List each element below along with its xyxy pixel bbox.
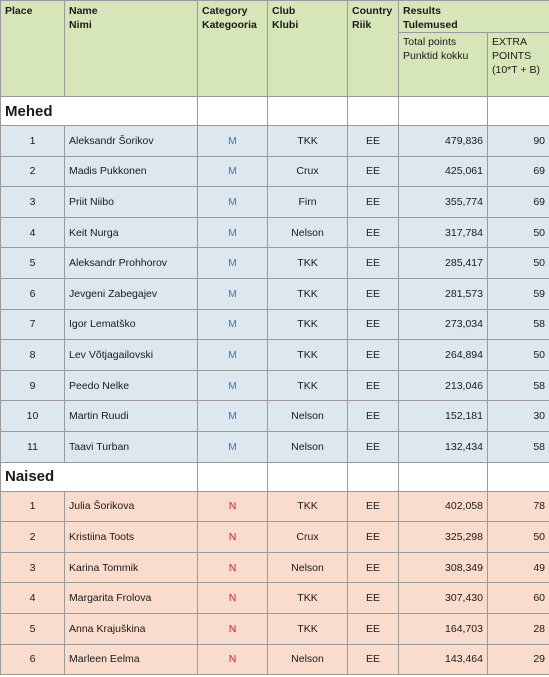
name-cell: Martin Ruudi bbox=[65, 401, 198, 432]
name-cell: Priit Niibo bbox=[65, 187, 198, 218]
total-points-cell: 425,061 bbox=[399, 156, 488, 187]
empty-cell bbox=[488, 462, 549, 491]
name-cell: Julia Šorikova bbox=[65, 491, 198, 522]
extra-points-cell: 90 bbox=[488, 126, 549, 157]
place-cell: 1 bbox=[1, 491, 65, 522]
category-cell: M bbox=[198, 248, 268, 279]
extra-points-cell: 49 bbox=[488, 552, 549, 583]
table-row bbox=[1, 309, 549, 340]
extra-points-cell: 29 bbox=[488, 644, 549, 675]
total-points-cell: 479,836 bbox=[399, 126, 488, 157]
header-row bbox=[1, 1, 549, 33]
name-cell: Aleksandr Šorikov bbox=[65, 126, 198, 157]
extra-points-cell: 50 bbox=[488, 217, 549, 248]
total-points-cell: 317,784 bbox=[399, 217, 488, 248]
category-cell: N bbox=[198, 522, 268, 553]
header-extra-points: EXTRA POINTS (10*T + B) bbox=[488, 33, 549, 97]
table-row bbox=[1, 278, 549, 309]
name-cell: Karina Tommik bbox=[65, 552, 198, 583]
place-cell: 10 bbox=[1, 401, 65, 432]
table-row bbox=[1, 156, 549, 187]
empty-cell bbox=[198, 97, 268, 126]
empty-cell bbox=[488, 97, 549, 126]
name-cell: Lev Võtjagailovski bbox=[65, 340, 198, 371]
name-cell: Jevgeni Zabegajev bbox=[65, 278, 198, 309]
club-cell: TKK bbox=[268, 491, 348, 522]
total-points-cell: 132,434 bbox=[399, 431, 488, 462]
table-row bbox=[1, 644, 549, 675]
name-cell: Marleen Eelma bbox=[65, 644, 198, 675]
category-cell: M bbox=[198, 278, 268, 309]
table-row bbox=[1, 340, 549, 371]
total-points-cell: 273,034 bbox=[399, 309, 488, 340]
total-points-cell: 164,703 bbox=[399, 613, 488, 644]
table-row bbox=[1, 248, 549, 279]
category-cell: M bbox=[198, 126, 268, 157]
country-cell: EE bbox=[348, 248, 399, 279]
category-cell: M bbox=[198, 431, 268, 462]
club-cell: Crux bbox=[268, 156, 348, 187]
extra-points-cell: 50 bbox=[488, 248, 549, 279]
name-cell: Margarita Frolova bbox=[65, 583, 198, 614]
table-row bbox=[1, 187, 549, 218]
place-cell: 6 bbox=[1, 644, 65, 675]
category-cell: M bbox=[198, 401, 268, 432]
place-cell: 3 bbox=[1, 552, 65, 583]
name-cell: Madis Pukkonen bbox=[65, 156, 198, 187]
club-cell: Nelson bbox=[268, 644, 348, 675]
category-cell: N bbox=[198, 583, 268, 614]
extra-points-cell: 59 bbox=[488, 278, 549, 309]
header-place: Place bbox=[1, 1, 65, 97]
place-cell: 2 bbox=[1, 522, 65, 553]
place-cell: 4 bbox=[1, 583, 65, 614]
place-cell: 7 bbox=[1, 309, 65, 340]
section-header-row bbox=[1, 97, 549, 126]
empty-cell bbox=[268, 97, 348, 126]
extra-points-cell: 69 bbox=[488, 187, 549, 218]
club-cell: Nelson bbox=[268, 552, 348, 583]
extra-points-cell: 28 bbox=[488, 613, 549, 644]
club-cell: Nelson bbox=[268, 401, 348, 432]
extra-points-cell: 50 bbox=[488, 340, 549, 371]
club-cell: TKK bbox=[268, 340, 348, 371]
place-cell: 5 bbox=[1, 613, 65, 644]
table-row bbox=[1, 522, 549, 553]
country-cell: EE bbox=[348, 278, 399, 309]
country-cell: EE bbox=[348, 522, 399, 553]
name-cell: Taavi Turban bbox=[65, 431, 198, 462]
table-row bbox=[1, 370, 549, 401]
country-cell: EE bbox=[348, 644, 399, 675]
total-points-cell: 307,430 bbox=[399, 583, 488, 614]
extra-points-cell: 60 bbox=[488, 583, 549, 614]
country-cell: EE bbox=[348, 491, 399, 522]
club-cell: Firn bbox=[268, 187, 348, 218]
total-points-cell: 143,464 bbox=[399, 644, 488, 675]
category-cell: M bbox=[198, 370, 268, 401]
header-country: Country Riik bbox=[348, 1, 399, 97]
category-cell: N bbox=[198, 644, 268, 675]
category-cell: M bbox=[198, 156, 268, 187]
section-header-row bbox=[1, 462, 549, 491]
extra-points-cell: 58 bbox=[488, 370, 549, 401]
extra-points-cell: 30 bbox=[488, 401, 549, 432]
club-cell: TKK bbox=[268, 278, 348, 309]
header-category: Category Kategooria bbox=[198, 1, 268, 97]
category-cell: M bbox=[198, 340, 268, 371]
total-points-cell: 325,298 bbox=[399, 522, 488, 553]
empty-cell bbox=[348, 462, 399, 491]
table-row bbox=[1, 613, 549, 644]
table-row bbox=[1, 491, 549, 522]
category-cell: N bbox=[198, 552, 268, 583]
category-cell: M bbox=[198, 217, 268, 248]
club-cell: TKK bbox=[268, 126, 348, 157]
header-club: Club Klubi bbox=[268, 1, 348, 97]
total-points-cell: 402,058 bbox=[399, 491, 488, 522]
total-points-cell: 264,894 bbox=[399, 340, 488, 371]
club-cell: TKK bbox=[268, 370, 348, 401]
extra-points-cell: 58 bbox=[488, 431, 549, 462]
total-points-cell: 285,417 bbox=[399, 248, 488, 279]
club-cell: Nelson bbox=[268, 431, 348, 462]
table-row bbox=[1, 217, 549, 248]
table-row bbox=[1, 583, 549, 614]
club-cell: TKK bbox=[268, 309, 348, 340]
club-cell: TKK bbox=[268, 613, 348, 644]
category-cell: M bbox=[198, 309, 268, 340]
name-cell: Peedo Nelke bbox=[65, 370, 198, 401]
country-cell: EE bbox=[348, 370, 399, 401]
extra-points-cell: 50 bbox=[488, 522, 549, 553]
place-cell: 1 bbox=[1, 126, 65, 157]
country-cell: EE bbox=[348, 340, 399, 371]
extra-points-cell: 78 bbox=[488, 491, 549, 522]
place-cell: 3 bbox=[1, 187, 65, 218]
country-cell: EE bbox=[348, 552, 399, 583]
country-cell: EE bbox=[348, 309, 399, 340]
place-cell: 6 bbox=[1, 278, 65, 309]
empty-cell bbox=[198, 462, 268, 491]
country-cell: EE bbox=[348, 126, 399, 157]
total-points-cell: 308,349 bbox=[399, 552, 488, 583]
name-cell: Keit Nurga bbox=[65, 217, 198, 248]
table-row bbox=[1, 401, 549, 432]
name-cell: Aleksandr Prohhorov bbox=[65, 248, 198, 279]
header-total-points: Total points Punktid kokku bbox=[399, 33, 488, 97]
country-cell: EE bbox=[348, 431, 399, 462]
empty-cell bbox=[399, 97, 488, 126]
place-cell: 8 bbox=[1, 340, 65, 371]
table-row bbox=[1, 126, 549, 157]
place-cell: 9 bbox=[1, 370, 65, 401]
empty-cell bbox=[348, 97, 399, 126]
total-points-cell: 213,046 bbox=[399, 370, 488, 401]
header-name: Name Nimi bbox=[65, 1, 198, 97]
name-cell: Anna Krajuškina bbox=[65, 613, 198, 644]
header-results: Results Tulemused bbox=[399, 1, 549, 33]
extra-points-cell: 58 bbox=[488, 309, 549, 340]
total-points-cell: 281,573 bbox=[399, 278, 488, 309]
category-cell: N bbox=[198, 491, 268, 522]
club-cell: TKK bbox=[268, 583, 348, 614]
empty-cell bbox=[399, 462, 488, 491]
country-cell: EE bbox=[348, 217, 399, 248]
club-cell: TKK bbox=[268, 248, 348, 279]
place-cell: 4 bbox=[1, 217, 65, 248]
country-cell: EE bbox=[348, 613, 399, 644]
table-row bbox=[1, 431, 549, 462]
country-cell: EE bbox=[348, 583, 399, 614]
place-cell: 2 bbox=[1, 156, 65, 187]
name-cell: Kristiina Toots bbox=[65, 522, 198, 553]
category-cell: M bbox=[198, 187, 268, 218]
club-cell: Crux bbox=[268, 522, 348, 553]
extra-points-cell: 69 bbox=[488, 156, 549, 187]
total-points-cell: 152,181 bbox=[399, 401, 488, 432]
table-row bbox=[1, 552, 549, 583]
place-cell: 5 bbox=[1, 248, 65, 279]
section-title: Mehed bbox=[1, 97, 198, 126]
category-cell: N bbox=[198, 613, 268, 644]
place-cell: 11 bbox=[1, 431, 65, 462]
country-cell: EE bbox=[348, 401, 399, 432]
country-cell: EE bbox=[348, 187, 399, 218]
empty-cell bbox=[268, 462, 348, 491]
total-points-cell: 355,774 bbox=[399, 187, 488, 218]
country-cell: EE bbox=[348, 156, 399, 187]
name-cell: Igor Lematško bbox=[65, 309, 198, 340]
section-title: Naised bbox=[1, 462, 198, 491]
club-cell: Nelson bbox=[268, 217, 348, 248]
